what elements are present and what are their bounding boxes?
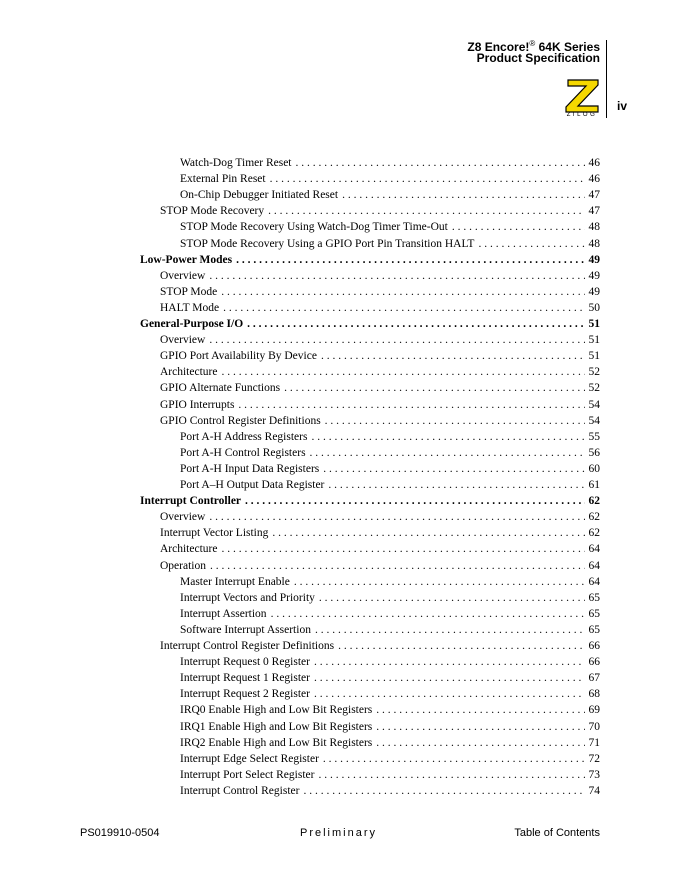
toc-entry-label: Port A-H Control Registers: [180, 446, 306, 459]
toc-leader-dots: [325, 413, 585, 429]
footer-status: Preliminary: [300, 827, 378, 839]
toc-leader-dots: [223, 300, 584, 316]
toc-entry-label: Interrupt Request 0 Register: [180, 656, 310, 669]
toc-entry[interactable]: [160, 300, 600, 316]
toc-entry-label: Overview: [160, 269, 206, 282]
toc-leader-dots: [270, 171, 585, 187]
toc-entry[interactable]: [180, 719, 600, 735]
toc-entry[interactable]: [180, 735, 600, 751]
header-divider: [606, 40, 607, 118]
toc-leader-dots: [209, 509, 584, 525]
toc-entry-label: STOP Mode Recovery Using a GPIO Port Pin Transition HALT: [180, 237, 475, 250]
toc-entry[interactable]: [180, 606, 600, 622]
toc-entry-page: 73: [588, 768, 600, 781]
toc-entry[interactable]: [180, 783, 600, 799]
toc-leader-dots: [247, 316, 584, 332]
toc-entry-page: 66: [588, 656, 600, 669]
toc-entry-page: 71: [588, 736, 600, 749]
toc-entry[interactable]: [180, 654, 600, 670]
toc-entry[interactable]: [140, 316, 600, 332]
toc-leader-dots: [338, 638, 584, 654]
toc-entry-label: Interrupt Request 1 Register: [180, 672, 310, 685]
toc-entry[interactable]: [160, 558, 600, 574]
toc-leader-dots: [314, 670, 585, 686]
page-number: iv: [617, 99, 628, 113]
toc-entry-page: 46: [588, 173, 600, 186]
toc-entry-label: Interrupt Assertion: [180, 607, 267, 620]
toc-entry-label: Watch-Dog Timer Reset: [180, 157, 292, 169]
toc-entry-page: 51: [588, 350, 600, 363]
toc-entry[interactable]: [180, 477, 600, 493]
toc-leader-dots: [376, 702, 584, 718]
toc-leader-dots: [221, 364, 584, 380]
toc-entry-label: IRQ0 Enable High and Low Bit Registers: [180, 704, 373, 717]
toc-entry-page: 49: [588, 253, 600, 266]
toc-entry-label: On-Chip Debugger Initiated Reset: [180, 189, 339, 202]
toc-entry-label: IRQ1 Enable High and Low Bit Registers: [180, 720, 373, 733]
toc-leader-dots: [303, 783, 584, 799]
toc-entry[interactable]: [160, 203, 600, 219]
toc-leader-dots: [314, 654, 585, 670]
toc-entry[interactable]: [180, 429, 600, 445]
toc-leader-dots: [294, 574, 585, 590]
toc-entry-label: External Pin Reset: [180, 173, 266, 186]
toc-entry-page: 62: [588, 495, 600, 508]
toc-entry-page: 55: [588, 430, 600, 443]
toc-entry-label: Interrupt Control Register Definitions: [160, 640, 335, 652]
toc-entry-page: 65: [588, 607, 600, 620]
toc-entry[interactable]: [180, 236, 600, 252]
toc-entry-label: Software Interrupt Assertion: [180, 623, 311, 636]
toc-entry[interactable]: [180, 219, 600, 235]
toc-leader-dots: [245, 493, 584, 509]
toc-entry-page: 54: [588, 398, 600, 411]
toc-entry[interactable]: [160, 509, 600, 525]
toc-entry[interactable]: [140, 493, 600, 509]
toc-entry-label: GPIO Interrupts: [160, 398, 235, 411]
toc-leader-dots: [268, 203, 584, 219]
toc-entry[interactable]: [160, 541, 600, 557]
toc-entry-page: 62: [588, 511, 600, 524]
toc-entry-page: 62: [588, 527, 600, 540]
toc-leader-dots: [376, 735, 584, 751]
header-title-suffix: 64K Series: [535, 40, 600, 54]
toc-entry-label: Master Interrupt Enable: [180, 575, 290, 588]
toc-entry[interactable]: [160, 397, 600, 413]
toc-entry[interactable]: [180, 590, 600, 606]
footer-section: Table of Contents: [514, 827, 600, 839]
logo-text: ZILOG: [566, 112, 598, 118]
header-title-text: Z8 Encore!: [467, 40, 530, 54]
toc-entry[interactable]: [180, 155, 600, 171]
toc-entry-label: Low-Power Modes: [140, 253, 233, 266]
toc-entry[interactable]: [180, 622, 600, 638]
toc-entry-page: 47: [588, 205, 600, 218]
toc-leader-dots: [319, 590, 585, 606]
toc-entry-label: Operation: [160, 559, 206, 572]
toc-entry-label: Overview: [160, 511, 206, 524]
toc-entry[interactable]: [160, 332, 600, 348]
toc-entry[interactable]: [160, 638, 600, 654]
toc-entry-label: Interrupt Edge Select Register: [180, 752, 319, 765]
toc-entry-label: Interrupt Controller: [140, 495, 242, 508]
toc-entry[interactable]: [160, 525, 600, 541]
toc-entry-label: IRQ2 Enable High and Low Bit Registers: [180, 736, 373, 749]
toc-entry[interactable]: [180, 751, 600, 767]
toc-leader-dots: [296, 155, 585, 171]
toc-entry-page: 49: [588, 285, 600, 298]
toc-leader-dots: [328, 477, 584, 493]
toc-entry-page: 56: [588, 446, 600, 459]
toc-leader-dots: [452, 219, 585, 235]
toc-entry-page: 54: [588, 414, 600, 427]
toc-entry-page: 49: [588, 269, 600, 282]
toc-entry-label: General-Purpose I/O: [140, 318, 244, 330]
toc-entry-label: Interrupt Port Select Register: [180, 768, 315, 781]
toc-entry-label: Interrupt Vector Listing: [160, 527, 269, 540]
toc-entry-page: 64: [588, 543, 600, 556]
toc-entry-label: GPIO Port Availability By Device: [160, 350, 317, 363]
toc-entry-page: 66: [588, 640, 600, 652]
toc-entry-label: GPIO Alternate Functions: [160, 382, 281, 395]
toc-entry-page: 64: [588, 575, 600, 588]
toc-entry-page: 64: [588, 559, 600, 572]
toc-entry[interactable]: [180, 767, 600, 783]
toc-entry-page: 68: [588, 688, 600, 701]
toc-entry-label: Architecture: [160, 543, 218, 556]
toc-entry-label: GPIO Control Register Definitions: [160, 414, 321, 427]
toc-entry-page: 65: [588, 591, 600, 604]
toc-entry-label: STOP Mode: [160, 285, 218, 298]
toc-entry-page: 50: [588, 301, 600, 314]
toc-entry[interactable]: [160, 413, 600, 429]
toc-entry[interactable]: [180, 171, 600, 187]
header-subtitle: Product Specification: [476, 51, 600, 65]
toc-entry-page: 47: [588, 189, 600, 202]
toc-entry-page: 72: [588, 752, 600, 765]
toc-leader-dots: [238, 397, 584, 413]
toc-entry-label: STOP Mode Recovery: [160, 205, 265, 218]
toc-entry-page: 67: [588, 672, 600, 685]
toc-leader-dots: [314, 686, 585, 702]
registered-mark: ®: [529, 39, 536, 48]
toc-leader-dots: [323, 461, 584, 477]
toc-entry[interactable]: [180, 461, 600, 477]
toc-entry-page: 48: [588, 221, 600, 234]
toc-leader-dots: [221, 541, 584, 557]
toc-leader-dots: [271, 606, 585, 622]
toc-entry[interactable]: [160, 268, 600, 284]
toc-entry-page: 51: [588, 334, 600, 347]
toc-entry-page: 46: [588, 157, 600, 169]
toc-entry-page: 70: [588, 720, 600, 733]
toc-entry-label: Port A-H Address Registers: [180, 430, 308, 443]
toc-entry-label: Port A-H Input Data Registers: [180, 462, 320, 475]
toc-entry-page: 52: [588, 382, 600, 395]
toc-entry-page: 65: [588, 623, 600, 636]
toc-entry-label: Port A–H Output Data Register: [180, 479, 325, 491]
toc-entry-page: 60: [588, 462, 600, 475]
toc-entry-label: STOP Mode Recovery Using Watch-Dog Timer Time-Out: [180, 221, 448, 234]
toc-entry-page: 48: [588, 237, 600, 250]
toc-entry-label: HALT Mode: [160, 301, 220, 314]
toc-leader-dots: [315, 622, 585, 638]
toc-leader-dots: [311, 429, 584, 445]
toc-entry[interactable]: [140, 252, 600, 268]
toc-leader-dots: [272, 525, 584, 541]
toc-leader-dots: [209, 332, 584, 348]
toc-entry[interactable]: [180, 686, 600, 702]
toc-entry-page: 61: [588, 479, 600, 491]
toc-entry-label: Interrupt Vectors and Priority: [180, 591, 315, 604]
toc-leader-dots: [310, 445, 585, 461]
toc-leader-dots: [478, 236, 584, 252]
toc-entry[interactable]: [180, 670, 600, 686]
toc-entry-page: 69: [588, 704, 600, 717]
toc-leader-dots: [323, 751, 585, 767]
toc-entry-page: 52: [588, 366, 600, 379]
toc-entry[interactable]: [160, 364, 600, 380]
footer-doc-number: PS019910-0504: [80, 827, 160, 839]
toc-entry-label: Overview: [160, 334, 206, 347]
toc-leader-dots: [210, 558, 585, 574]
toc-entry[interactable]: [180, 702, 600, 718]
toc-leader-dots: [321, 348, 585, 364]
toc-leader-dots: [376, 719, 584, 735]
toc-leader-dots: [236, 252, 584, 268]
toc-leader-dots: [221, 284, 584, 300]
toc-entry-page: 74: [588, 784, 600, 797]
toc-entry-label: Interrupt Request 2 Register: [180, 688, 310, 701]
toc-entry-label: Interrupt Control Register: [180, 784, 300, 797]
toc-entry-label: Architecture: [160, 366, 218, 379]
toc-leader-dots: [342, 187, 584, 203]
toc-leader-dots: [284, 380, 584, 396]
toc-leader-dots: [318, 767, 584, 783]
toc-entry[interactable]: [180, 574, 600, 590]
toc-entry[interactable]: [160, 348, 600, 364]
toc-entry[interactable]: [180, 445, 600, 461]
toc-entry-page: 51: [588, 318, 600, 330]
toc-entry[interactable]: [160, 284, 600, 300]
toc-entry[interactable]: [160, 380, 600, 396]
toc-entry[interactable]: [180, 187, 600, 203]
toc-leader-dots: [209, 268, 584, 284]
